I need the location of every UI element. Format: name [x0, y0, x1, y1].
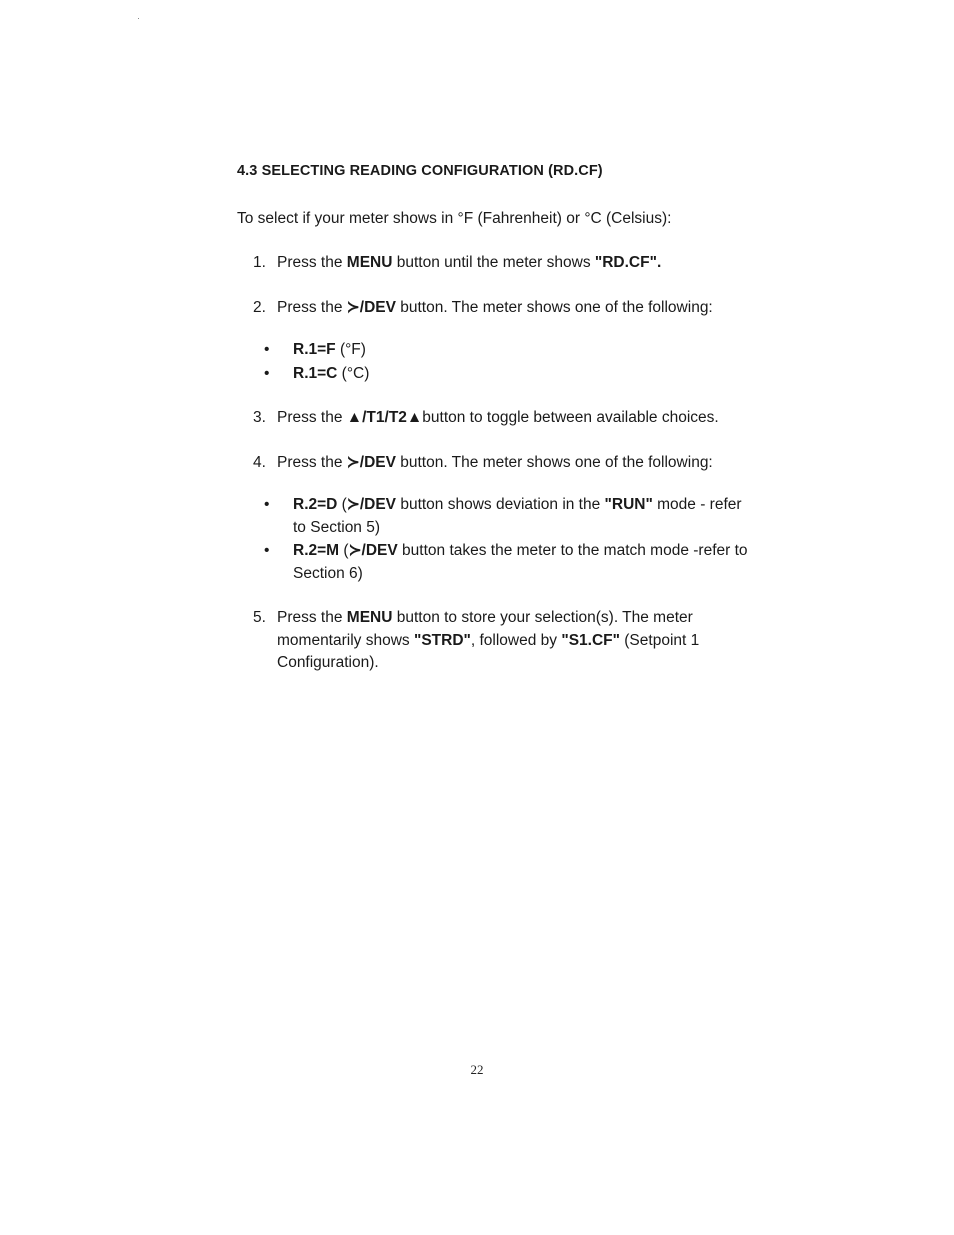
option-text: button takes the meter to the match mode -refer to Section 6): [293, 542, 748, 582]
option-text: (: [339, 542, 349, 559]
bullet-icon: •: [264, 496, 270, 513]
display-code: "S1.CF": [561, 631, 620, 649]
mode-code: "RUN": [604, 496, 653, 513]
step-2: [237, 297, 757, 320]
dev-button-ref: ≻/DEV: [348, 542, 398, 559]
step-number: 3.: [253, 409, 266, 426]
option-text: button shows deviation in the: [396, 496, 605, 513]
bullet-icon: •: [264, 542, 270, 559]
list-item: [237, 363, 757, 386]
section-heading: 4.3 SELECTING READING CONFIGURATION (RD.CF): [237, 163, 603, 179]
step-text: button. The meter shows one of the following:: [395, 453, 713, 471]
dev-button-ref: ≻/DEV: [346, 496, 397, 513]
document-body: [237, 160, 757, 697]
option-text: (: [337, 496, 347, 513]
step-text: Press the: [277, 254, 347, 271]
menu-button-ref: MENU: [346, 609, 393, 626]
list-item: [237, 494, 757, 539]
option-text: (°C): [337, 364, 370, 382]
list-item: [237, 339, 757, 362]
step-number: 5.: [253, 609, 266, 626]
step-text: button to store your selection(s). The meter momentarily shows: [277, 609, 693, 649]
page-number: 22: [470, 1062, 484, 1077]
step-5: [237, 607, 757, 675]
step-text: , followed by: [470, 631, 562, 649]
step-number: 4.: [253, 453, 266, 471]
bullet-icon: •: [264, 364, 270, 382]
step-1: [237, 252, 757, 275]
option-text: (°F): [335, 341, 366, 358]
step-text: (Setpoint 1 Configuration).: [277, 631, 700, 671]
step-number: 2.: [253, 298, 266, 316]
step-text: button until the meter shows: [392, 254, 595, 271]
step-text: button to toggle between available choices.: [422, 409, 719, 426]
display-code: "RD.CF".: [594, 254, 662, 271]
list-item: [237, 540, 757, 585]
dev-button-ref: ≻/DEV: [346, 453, 396, 471]
option-text: mode - refer to Section 5): [293, 496, 742, 536]
option-code: R.1=F: [293, 341, 336, 358]
deviation-options-list: [237, 494, 757, 585]
reading-options-list: [237, 339, 757, 385]
step-text: button. The meter shows one of the following:: [395, 298, 713, 316]
scan-speck: [138, 18, 139, 19]
step-number: 1.: [253, 254, 266, 271]
step-3: [237, 407, 757, 430]
option-code: R.2=M: [293, 542, 340, 559]
intro-paragraph: To select if your meter shows in °F (Fahrenheit) or °C (Celsius):: [237, 210, 672, 227]
option-code: R.1=C: [293, 364, 338, 382]
step-4: [237, 452, 757, 475]
display-code: "STRD": [413, 631, 471, 649]
t1t2-button-ref: ▲/T1/T2▲: [346, 409, 423, 426]
step-text: Press the: [277, 453, 347, 471]
dev-button-ref: ≻/DEV: [346, 298, 396, 316]
option-code: R.2=D: [293, 496, 338, 513]
step-text: Press the: [277, 609, 347, 626]
bullet-icon: •: [264, 341, 270, 358]
step-text: Press the: [277, 298, 347, 316]
menu-button-ref: MENU: [346, 254, 393, 271]
step-text: Press the: [277, 409, 347, 426]
